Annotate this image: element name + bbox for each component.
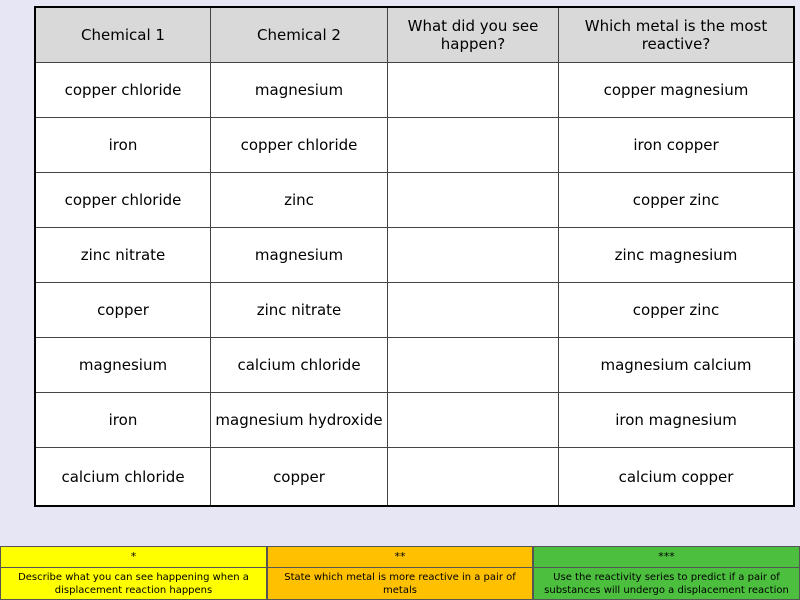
cell-observation[interactable] — [388, 63, 559, 118]
table-header-row — [35, 7, 794, 63]
criterion-bronze — [0, 546, 267, 600]
criterion-text: State which metal is more reactive in a pair of metals — [284, 571, 516, 596]
cell-most-reactive[interactable]: zinc magnesium — [559, 228, 795, 283]
header-most-reactive: Which metal is the most reactive? — [559, 7, 795, 63]
cell-chemical-1: copper chloride — [35, 173, 211, 228]
cell-chemical-2: magnesium — [211, 63, 388, 118]
criterion-gold — [533, 546, 800, 600]
cell-chemical-2: magnesium — [211, 228, 388, 283]
cell-chemical-1: zinc nitrate — [35, 228, 211, 283]
success-criteria-bar — [0, 546, 800, 600]
table-row — [35, 338, 794, 393]
criterion-stars: ** — [268, 547, 532, 568]
cell-chemical-2: copper — [211, 448, 388, 507]
header-observation: What did you see happen? — [388, 7, 559, 63]
cell-chemical-2: copper chloride — [211, 118, 388, 173]
cell-chemical-1: calcium chloride — [35, 448, 211, 507]
table-row — [35, 448, 794, 507]
cell-chemical-2: calcium chloride — [211, 338, 388, 393]
header-chemical-1: Chemical 1 — [35, 7, 211, 63]
cell-chemical-2: zinc nitrate — [211, 283, 388, 338]
cell-observation[interactable] — [388, 228, 559, 283]
cell-most-reactive[interactable]: iron copper — [559, 118, 795, 173]
cell-chemical-2: zinc — [211, 173, 388, 228]
cell-observation[interactable] — [388, 448, 559, 507]
table-row — [35, 228, 794, 283]
cell-observation[interactable] — [388, 173, 559, 228]
table-row — [35, 118, 794, 173]
header-chemical-2: Chemical 2 — [211, 7, 388, 63]
cell-chemical-1: copper chloride — [35, 63, 211, 118]
table-row — [35, 173, 794, 228]
criterion-text: Use the reactivity series to predict if a pair of substances will undergo a displacement reaction — [544, 571, 789, 596]
cell-chemical-1: iron — [35, 118, 211, 173]
cell-chemical-1: copper — [35, 283, 211, 338]
cell-chemical-1: magnesium — [35, 338, 211, 393]
cell-observation[interactable] — [388, 393, 559, 448]
cell-most-reactive[interactable]: copper zinc — [559, 173, 795, 228]
cell-most-reactive[interactable]: calcium copper — [559, 448, 795, 507]
criterion-stars: * — [1, 547, 266, 568]
cell-observation[interactable] — [388, 118, 559, 173]
reactivity-table — [34, 6, 795, 507]
cell-observation[interactable] — [388, 283, 559, 338]
table-row — [35, 393, 794, 448]
cell-observation[interactable] — [388, 338, 559, 393]
criterion-stars: *** — [534, 547, 799, 568]
cell-most-reactive[interactable]: copper zinc — [559, 283, 795, 338]
cell-chemical-1: iron — [35, 393, 211, 448]
cell-most-reactive[interactable]: iron magnesium — [559, 393, 795, 448]
criterion-text: Describe what you can see happening when a displacement reaction happens — [18, 571, 249, 596]
cell-most-reactive[interactable]: magnesium calcium — [559, 338, 795, 393]
cell-most-reactive[interactable]: copper magnesium — [559, 63, 795, 118]
cell-chemical-2: magnesium hydroxide — [211, 393, 388, 448]
criterion-silver — [267, 546, 533, 600]
table-row — [35, 283, 794, 338]
table-row — [35, 63, 794, 118]
